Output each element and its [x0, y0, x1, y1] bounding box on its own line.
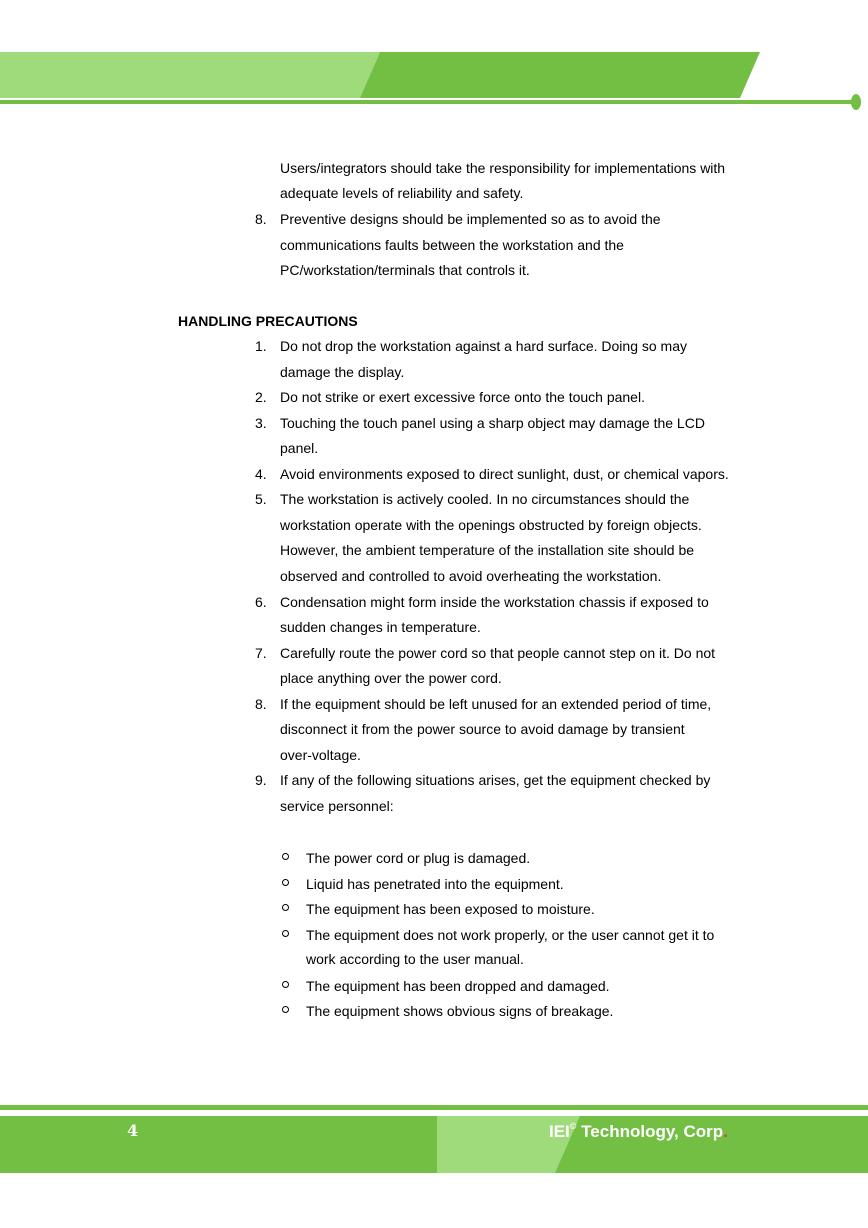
list-number: 8.: [255, 696, 267, 712]
bullet-item-line: Liquid has penetrated into the equipment.: [306, 876, 564, 892]
list-item-line: Do not drop the workstation against a hard surface. Doing so may: [280, 338, 687, 354]
section-heading: HANDLING PRECAUTIONS: [178, 313, 358, 329]
bullet-item-line: The equipment has been dropped and damaged.: [306, 978, 610, 994]
list-item-line: observed and controlled to avoid overheating the workstation.: [280, 568, 662, 584]
list-item-line: However, the ambient temperature of the installation site should be: [280, 542, 695, 558]
bullet-item-line: The equipment has been exposed to moisture.: [306, 901, 595, 917]
bullet-item-line: The power cord or plug is damaged.: [306, 850, 531, 866]
page-header-banner: [0, 0, 868, 110]
brand-name: IEI: [549, 1122, 570, 1141]
page-number: 4: [127, 1121, 139, 1140]
list-item-line: communications faults between the workstation and the: [280, 237, 624, 253]
list-item-line: place anything over the power cord.: [280, 670, 502, 686]
list-item-line: The workstation is actively cooled. In no circumstances should the: [280, 491, 690, 507]
list-item-line: Carefully route the power cord so that people cannot step on it. Do not: [280, 645, 716, 661]
circle-bullet-icon: [282, 904, 289, 911]
circle-bullet-icon: [282, 930, 289, 937]
list-item-line: Touching the touch panel using a sharp object may damage the LCD: [280, 415, 705, 431]
list-number: 3.: [255, 415, 267, 431]
intro-line: Users/integrators should take the responsibility for implementations with: [280, 160, 726, 176]
list-item-line: If the equipment should be left unused for an extended period of time,: [280, 696, 712, 712]
list-item-line: Condensation might form inside the workstation chassis if exposed to: [280, 594, 709, 610]
list-item-line: service personnel:: [280, 798, 394, 814]
list-number: 5.: [255, 491, 267, 507]
list-item-line: workstation operate with the openings obstructed by foreign objects.: [280, 517, 702, 533]
list-number: 8.: [255, 211, 267, 227]
list-number: 6.: [255, 594, 267, 610]
brand-rest: Technology, Corp: [576, 1122, 724, 1141]
list-number: 4.: [255, 466, 267, 482]
intro-line: adequate levels of reliability and safety.: [280, 185, 524, 201]
list-number: 2.: [255, 389, 267, 405]
list-item-line: over-voltage.: [280, 747, 361, 763]
list-item-line: sudden changes in temperature.: [280, 619, 481, 635]
list-item-line: If any of the following situations arises, get the equipment checked by: [280, 772, 711, 788]
brand-registered-mark: ©: [569, 1121, 577, 1131]
brand-logo-text: [549, 1121, 728, 1142]
list-item-line: Do not strike or exert excessive force onto the touch panel.: [280, 389, 645, 405]
page-footer-banner: [0, 1100, 868, 1180]
list-item-line: Avoid environments exposed to direct sunlight, dust, or chemical vapors.: [280, 466, 729, 482]
list-item-line: PC/workstation/terminals that controls it.: [280, 262, 530, 278]
list-number: 9.: [255, 772, 267, 788]
list-number: 7.: [255, 645, 267, 661]
brand-dot: .: [723, 1122, 728, 1141]
list-number: 1.: [255, 338, 267, 354]
list-item-line: panel.: [280, 440, 319, 456]
bullet-item-line: The equipment shows obvious signs of breakage.: [306, 1003, 614, 1019]
circle-bullet-icon: [282, 981, 289, 988]
list-item-line: damage the display.: [280, 364, 405, 380]
bullet-item-line: The equipment does not work properly, or the user cannot get it to: [306, 927, 715, 943]
bullet-item-line: work according to the user manual.: [306, 951, 524, 967]
list-item-line: Preventive designs should be implemented so as to avoid the: [280, 211, 661, 227]
circle-bullet-icon: [282, 879, 289, 886]
list-item-line: disconnect it from the power source to avoid damage by transient: [280, 721, 685, 737]
circle-bullet-icon: [282, 853, 289, 860]
circle-bullet-icon: [282, 1006, 289, 1013]
